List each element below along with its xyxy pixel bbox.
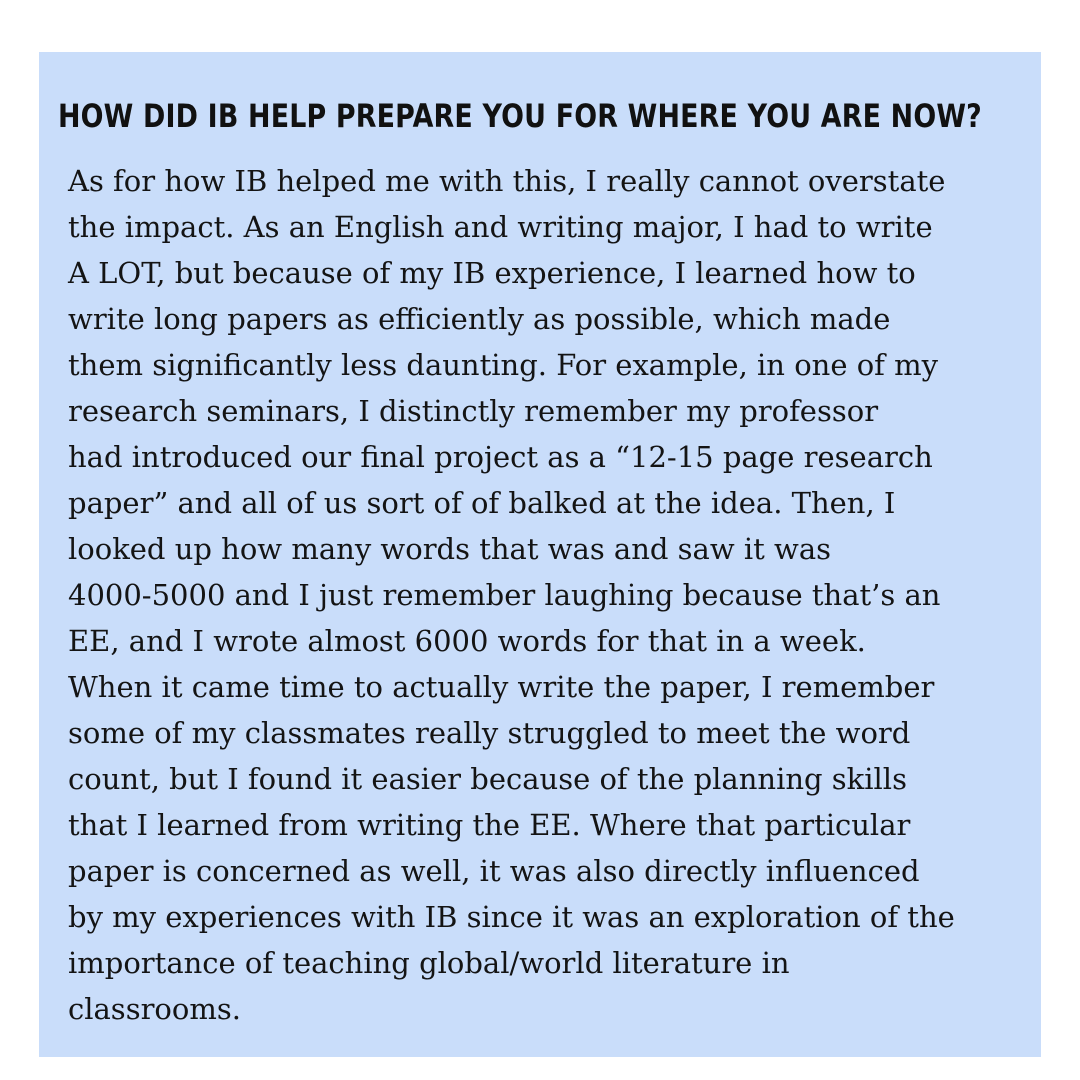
answer-line: EE, and I wrote almost 6000 words for that in a week.	[68, 624, 866, 658]
answer-line: A LOT, but because of my IB experience, I learned how to	[68, 256, 916, 290]
answer-line: As for how IB helped me with this, I really cannot overstate	[68, 164, 946, 198]
answer-line: classrooms.	[68, 992, 241, 1026]
answer-line: looked up how many words that was and saw it was	[68, 532, 832, 566]
answer-line: write long papers as efficiently as possible, which made	[68, 302, 891, 336]
answer-line: had introduced our final project as a “12-15 page research	[68, 440, 933, 474]
answer-line: 4000-5000 and I just remember laughing because that’s an	[68, 578, 941, 612]
answer-line: When it came time to actually write the paper, I remember	[68, 670, 935, 704]
answer-line: the impact. As an English and writing major, I had to write	[68, 210, 933, 244]
answer-line: research seminars, I distinctly remember my professor	[68, 394, 879, 428]
answer-line: count, but I found it easier because of the planning skills	[68, 762, 907, 796]
answer-line: by my experiences with IB since it was an exploration of the	[68, 900, 955, 934]
answer-line: them significantly less daunting. For example, in one of my	[68, 348, 938, 382]
answer-line: importance of teaching global/world literature in	[68, 946, 790, 980]
answer-line: paper” and all of us sort of of balked at the idea. Then, I	[68, 486, 896, 520]
answer-line: some of my classmates really struggled to meet the word	[68, 716, 911, 750]
answer-line: that I learned from writing the EE. Where that particular	[68, 808, 911, 842]
question-heading: HOW DID IB HELP PREPARE YOU FOR WHERE YOU ARE NOW?	[58, 97, 982, 135]
answer-paragraph	[68, 158, 1028, 1032]
answer-line: paper is concerned as well, it was also directly influenced	[68, 854, 920, 888]
qa-card	[39, 52, 1041, 1057]
